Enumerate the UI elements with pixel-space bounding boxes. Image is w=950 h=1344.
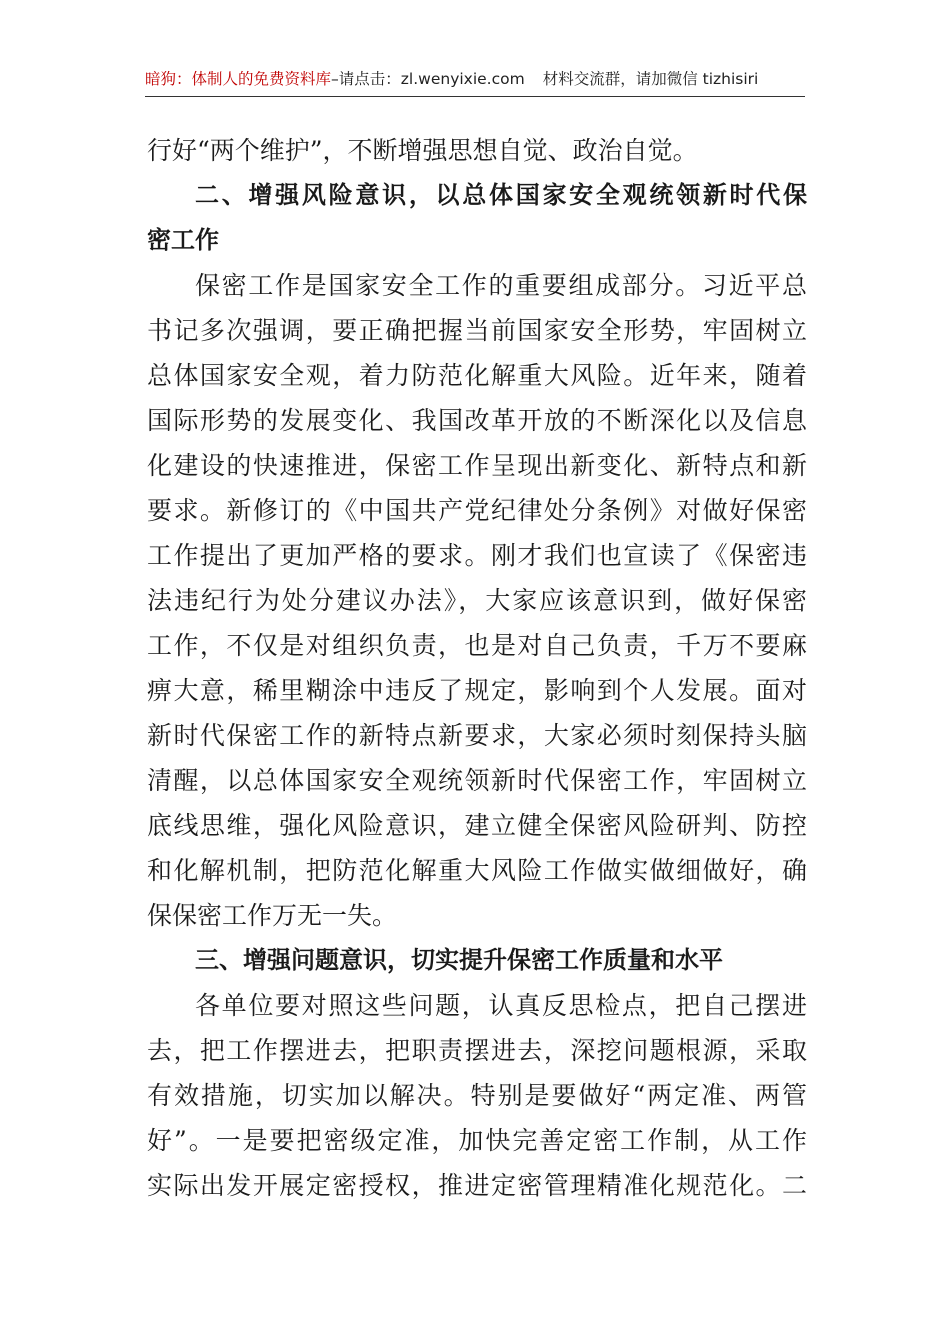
- text-line: 化建设的快速推进，保密工作呈现出新变化、新特点和新: [147, 451, 807, 480]
- text-line: 法违纪行为处分建议办法》，大家应该意识到，做好保密: [147, 586, 807, 615]
- text-line: 要求。新修订的《中国共产党纪律处分条例》对做好保密: [147, 496, 807, 525]
- text-line: 各单位要对照这些问题，认真反思检点，把自己摆进: [195, 991, 807, 1020]
- header-wechat-note: 材料交流群，请加微信 tizhisiri: [542, 70, 759, 88]
- text-line: 好”。一是要把密级定准，加快完善定密工作制，从工作: [147, 1126, 807, 1155]
- text-line: 新时代保密工作的新特点新要求，大家必须时刻保持头脑: [147, 721, 807, 750]
- section-heading: 三、增强问题意识，切实提升保密工作质量和水平: [195, 946, 723, 974]
- text-line: 保密工作是国家安全工作的重要组成部分。习近平总: [195, 271, 807, 300]
- text-line: 底线思维，强化风险意识，建立健全保密风险研判、防控: [147, 811, 807, 840]
- text-line: 国际形势的发展变化、我国改革开放的不断深化以及信息: [147, 406, 807, 435]
- text-line: 工作，不仅是对组织负责，也是对自己负责，千万不要麻: [147, 631, 807, 660]
- text-line: 和化解机制，把防范化解重大风险工作做实做细做好，确: [147, 856, 807, 885]
- section-heading: 二、增强风险意识，以总体国家安全观统领新时代保: [195, 181, 807, 209]
- section-heading: 密工作: [147, 226, 219, 254]
- text-line: 工作提出了更加严格的要求。刚才我们也宣读了《保密违: [147, 541, 807, 570]
- text-line: 保保密工作万无一失。: [147, 901, 398, 930]
- document-body: [147, 128, 807, 1208]
- text-line: 行好“两个维护”，不断增强思想自觉、政治自觉。: [147, 136, 698, 165]
- text-line: 痹大意，稀里糊涂中违反了规定，影响到个人发展。面对: [147, 676, 807, 705]
- text-line: 去，把工作摆进去，把职责摆进去，深挖问题根源，采取: [147, 1036, 807, 1065]
- text-line: 实际出发开展定密授权，推进定密管理精准化规范化。二: [147, 1171, 807, 1200]
- text-line: 总体国家安全观，着力防范化解重大风险。近年来，随着: [147, 361, 807, 390]
- header-url-link[interactable]: zl.wenyixie.com: [400, 70, 525, 88]
- page-header: [145, 68, 805, 97]
- header-site-name: 暗狗：体制人的免费资料库: [145, 70, 332, 88]
- text-line: 清醒，以总体国家安全观统领新时代保密工作，牢固树立: [147, 766, 807, 795]
- text-line: 书记多次强调，要正确把握当前国家安全形势，牢固树立: [147, 316, 807, 345]
- text-line: 有效措施，切实加以解决。特别是要做好“两定准、两管: [147, 1081, 807, 1110]
- header-click-prompt: –请点击：: [331, 70, 401, 88]
